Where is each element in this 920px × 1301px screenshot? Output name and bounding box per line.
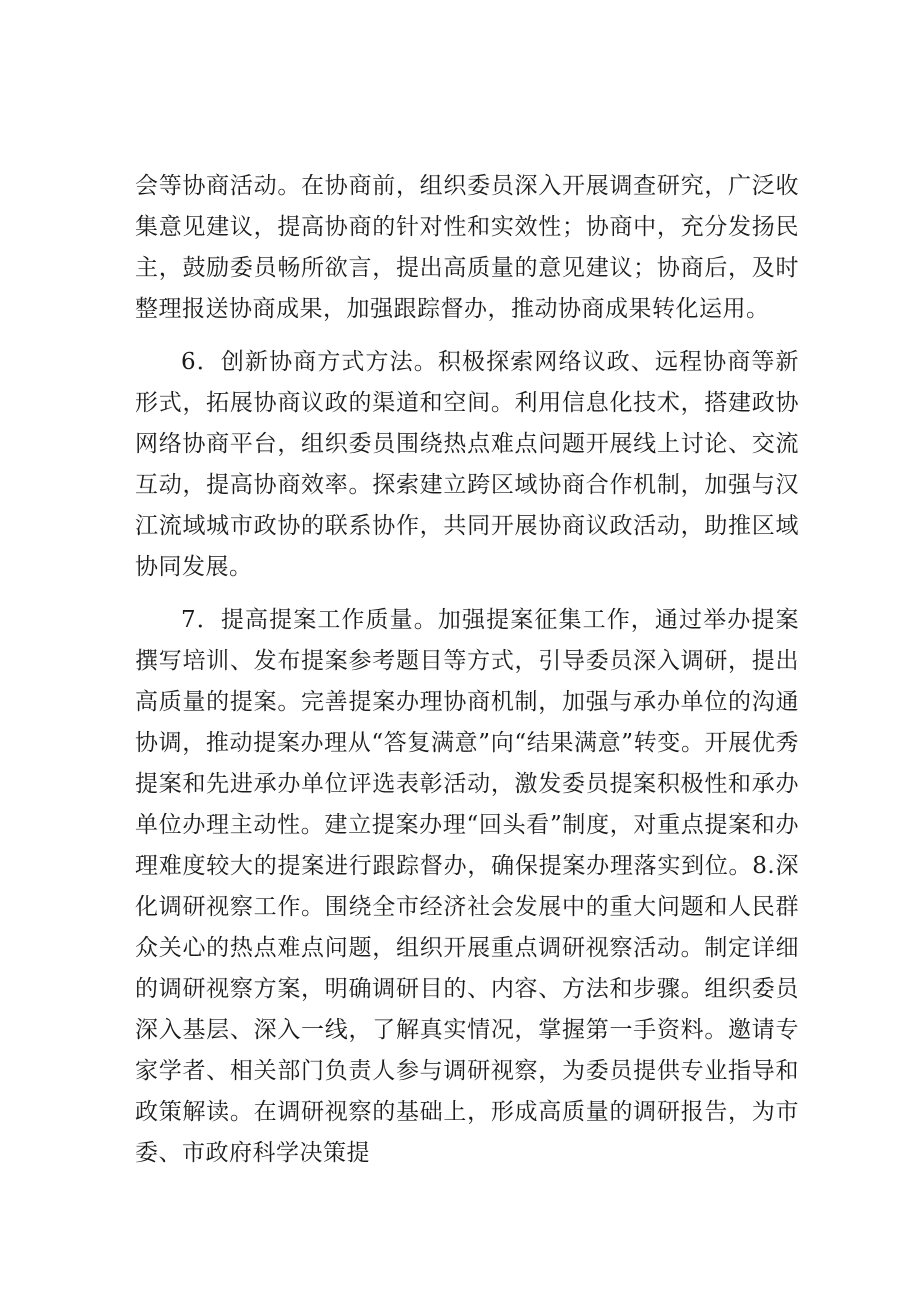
paragraph-continued: 会等协商活动。在协商前，组织委员深入开展调查研究，广泛收集意见建议，提高协商的针对性和实效性；协商中，充分发扬民主，鼓励委员畅所欲言，提出高质量的意见建议；协商后，及时整理报送协商成果，加强跟踪督办，推动协商成果转化运用。 xyxy=(135,173,799,322)
paragraph-item-6: 6．创新协商方式方法。积极探索网络议政、远程协商等新形式，拓展协商议政的渠道和空间。利用信息化技术，搭建政协网络协商平台，组织委员围绕热点难点问题开展线上讨论、交流互动，提高协商效率。探索建立跨区域协商合作机制，加强与汉江流域城市政协的联系协作，共同开展协商议政活动，助推区域协同发展。 xyxy=(135,349,799,580)
document-body xyxy=(135,166,799,1186)
paragraph-item-7: 7．提高提案工作质量。加强提案征集工作，通过举办提案撰写培训、发布提案参考题目等方式，引导委员深入调研，提出高质量的提案。完善提案办理协商机制，加强与承办单位的沟通协调，推动提案办理从“答复满意”向“结果满意”转变。开展优秀提案和先进承办单位评选表彰活动，激发委员提案积极性和承办单位办理主动性。建立提案办理“回头看”制度，对重点提案和办理难度较大的提案进行跟踪督办，确保提案办理落实到位。8.深化调研视察工作。围绕全市经济社会发展中的重大问题和人民群众关心的热点难点问题，组织开展重点调研视察活动。制定详细的调研视察方案，明确调研目的、内容、方法和步骤。组织委员深入基层、深入一线，了解真实情况，掌握第一手资料。邀请专家学者、相关部门负责人参与调研视察，为委员提供专业指导和政策解读。在调研视察的基础上，形成高质量的调研报告，为市委、市政府科学决策提 xyxy=(135,607,799,1166)
